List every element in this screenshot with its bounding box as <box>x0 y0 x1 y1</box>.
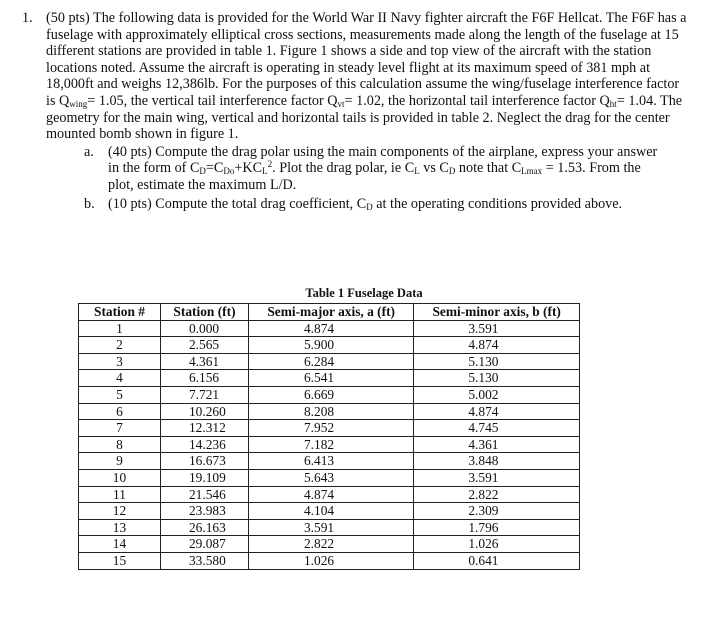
cell-semi-major: 2.822 <box>248 536 413 553</box>
cell-station-ft: 21.546 <box>160 486 248 503</box>
q-ht-symbol: Q <box>599 92 610 109</box>
table-row <box>79 552 580 569</box>
cell-station-ft: 2.565 <box>160 337 248 354</box>
table-row <box>79 469 580 486</box>
cell-semi-minor: 3.591 <box>414 469 580 486</box>
q-wing-value: = 1.05, the vertical tail interference factor <box>87 92 328 109</box>
table-row <box>79 486 580 503</box>
cell-station-ft: 33.580 <box>160 552 248 569</box>
q-vt-sub: vt <box>337 98 345 109</box>
cell-station-ft: 29.087 <box>160 536 248 553</box>
cell-station-ft: 12.312 <box>160 420 248 437</box>
q-vt-symbol: Q <box>327 92 338 109</box>
cell-semi-minor: 4.874 <box>414 403 580 420</box>
part-a-text: (40 pts) Compute the drag polar using the main components of the airplane, express your answer in the form of <box>108 143 658 177</box>
drag-polar-formula: $C_D=C_{Do}+KC_L^2$ <box>189 159 273 177</box>
cell-semi-minor: 0.641 <box>414 552 580 569</box>
header-station-number: Station # <box>79 304 161 321</box>
table-row <box>79 386 580 403</box>
table-header-row <box>79 304 580 321</box>
cell-station-ft: 10.260 <box>160 403 248 420</box>
fuselage-data-table <box>78 303 580 570</box>
cell-semi-minor: 1.026 <box>414 536 580 553</box>
part-a: a. (40 pts) Compute the drag polar using the main components of the airplane, express your answer in the form of $C_D=C_{Do}+KC_L^2$. Plot the drag polar, ie $C_L$ vs $C_D$ note that $C_{Lmax} = 1.53$. From the plot, estimate the maximum L/D. <box>84 143 658 193</box>
cell-semi-major: 6.413 <box>248 453 413 470</box>
table-row <box>79 536 580 553</box>
q-ht-sub: ht <box>609 98 617 109</box>
cell-station-ft: 23.983 <box>160 503 248 520</box>
table-row <box>79 370 580 387</box>
cell-semi-minor: 4.745 <box>414 420 580 437</box>
cell-semi-minor: 5.130 <box>414 353 580 370</box>
cell-semi-minor: 3.848 <box>414 453 580 470</box>
cell-station-number: 6 <box>79 403 161 420</box>
cell-semi-major: 1.026 <box>248 552 413 569</box>
cell-station-ft: 0.000 <box>160 320 248 337</box>
part-b-text: (10 pts) Compute the total drag coefficient, C <box>108 195 367 212</box>
table-caption: Table 1 Fuselage Data <box>305 286 423 300</box>
cell-semi-minor: 3.591 <box>414 320 580 337</box>
cell-semi-minor: 5.130 <box>414 370 580 387</box>
cell-semi-major: 6.669 <box>248 386 413 403</box>
cell-semi-minor: 4.874 <box>414 337 580 354</box>
problem-text <box>46 10 692 143</box>
cell-station-number: 8 <box>79 436 161 453</box>
cell-semi-minor: 5.002 <box>414 386 580 403</box>
cell-station-ft: 16.673 <box>160 453 248 470</box>
q-wing-symbol: Q <box>59 92 70 109</box>
cell-station-number: 10 <box>79 469 161 486</box>
problem-sentence: Assume the aircraft is operating in steady level flight at its maximum speed of 381 mph at 18,000ft and weighs 12,386lb. <box>46 59 651 93</box>
cell-station-number: 3 <box>79 353 161 370</box>
problem-sentence: The geometry for the main wing, vertical and horizontal tails is provided in table 2. <box>46 92 683 126</box>
cell-station-ft: 6.156 <box>160 370 248 387</box>
cell-semi-major: 6.541 <box>248 370 413 387</box>
problem-parts <box>84 144 658 212</box>
problem-sentence: (50 pts) The following data is provided for the World War II Navy fighter aircraft the F6F Hellcat. <box>46 10 606 26</box>
q-ht-value: = 1.04. <box>616 92 661 109</box>
cell-semi-major: 5.643 <box>248 469 413 486</box>
cell-semi-major: 4.874 <box>248 320 413 337</box>
cell-semi-minor: 4.361 <box>414 436 580 453</box>
cell-semi-major: 7.952 <box>248 420 413 437</box>
part-b: b. (10 pts) Compute the total drag coefficient, $C_D$ at the operating conditions provided above. <box>84 195 623 212</box>
problem-number: 1. <box>22 10 33 26</box>
cell-semi-major: 6.284 <box>248 353 413 370</box>
cell-semi-major: 5.900 <box>248 337 413 354</box>
cell-semi-major: 4.104 <box>248 503 413 520</box>
problem-1 <box>22 10 692 214</box>
problem-sentence: Figure 1 shows a side and top view of the aircraft with the station locations noted. <box>46 43 652 76</box>
table-row <box>79 436 580 453</box>
table-row <box>79 503 580 520</box>
header-semi-major: Semi-major axis, a (ft) <box>248 304 413 321</box>
table-body <box>79 320 580 569</box>
cell-station-number: 5 <box>79 386 161 403</box>
q-vt-value: = 1.02, the horizontal tail interference factor <box>344 92 600 109</box>
cell-station-number: 4 <box>79 370 161 387</box>
cell-station-number: 7 <box>79 420 161 437</box>
cell-station-number: 15 <box>79 552 161 569</box>
table-row <box>79 320 580 337</box>
cell-semi-minor: 2.309 <box>414 503 580 520</box>
cell-semi-minor: 1.796 <box>414 519 580 536</box>
header-station-ft: Station (ft) <box>160 304 248 321</box>
cell-station-number: 13 <box>79 519 161 536</box>
cell-station-number: 12 <box>79 503 161 520</box>
fuselage-table-container <box>78 286 580 570</box>
table-row <box>79 420 580 437</box>
cell-semi-major: 4.874 <box>248 486 413 503</box>
cell-station-number: 14 <box>79 536 161 553</box>
problem-sentence: For the purposes of this calculation assume the wing/fuselage interference factor is <box>46 76 680 109</box>
table-row <box>79 519 580 536</box>
table-row <box>79 353 580 370</box>
table-row <box>79 453 580 470</box>
cell-semi-major: 7.182 <box>248 436 413 453</box>
cell-station-ft: 19.109 <box>160 469 248 486</box>
cell-station-number: 1 <box>79 320 161 337</box>
problem-sentence: Neglect the drag for the center mounted bomb shown in figure 1. <box>46 109 670 143</box>
cell-station-number: 2 <box>79 337 161 354</box>
part-b-letter: b. <box>84 195 95 212</box>
part-a-letter: a. <box>84 143 94 160</box>
cell-semi-major: 8.208 <box>248 403 413 420</box>
table-row <box>79 403 580 420</box>
q-wing-sub: wing <box>69 98 88 109</box>
problem-sentence: The F6F has a fuselage with approximately elliptical cross sections, measurements made along the length of the fuselage at 15 different stations are provided in table 1. <box>46 10 687 60</box>
cell-station-ft: 14.236 <box>160 436 248 453</box>
cell-station-number: 9 <box>79 453 161 470</box>
table-row <box>79 337 580 354</box>
cell-semi-minor: 2.822 <box>414 486 580 503</box>
cell-station-ft: 7.721 <box>160 386 248 403</box>
cell-station-number: 11 <box>79 486 161 503</box>
cell-station-ft: 26.163 <box>160 519 248 536</box>
header-semi-minor: Semi-minor axis, b (ft) <box>414 304 580 321</box>
cell-station-ft: 4.361 <box>160 353 248 370</box>
cell-semi-major: 3.591 <box>248 519 413 536</box>
